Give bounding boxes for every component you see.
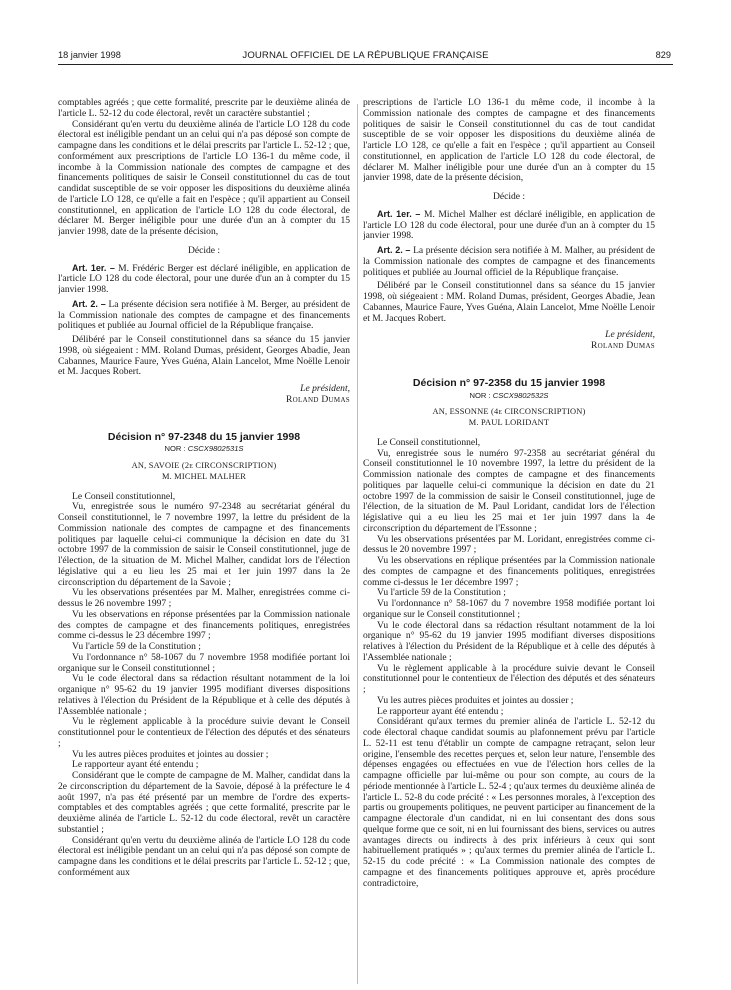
deliberation-paragraph: Délibéré par le Conseil constitutionnel dans sa séance du 15 janvier 1998, où siégeaient : MM. Roland Dumas, président, Georges Abadie, Jean Cabannes, Maurice Faure, Yves Guéna, Alain Lancelot, Mme Noëlle Lenoir et M. Jacques Robert.: [363, 280, 655, 324]
nor-reference: NOR : CSCX9802531S: [164, 444, 244, 454]
right-column: [363, 98, 655, 988]
candidate-name: M. MICHEL MALHER: [161, 471, 247, 481]
paragraph: Considérant que le compte de campagne de M. Malher, candidat dans la 2e circonscription du département de la Savoie, déposé à la préfecture le 4 août 1997, n'a pas été présenté par un membre de l'ordre des experts-comptables et des comptables agréés ; que cette formalité, prescrite par le deuxième alinéa de l'article L. 52-12 du code électoral, revêt un caractère substantiel ;: [58, 770, 350, 835]
header-date: 18 janvier 1998: [58, 50, 121, 60]
decide-heading: Décide :: [187, 244, 221, 256]
paragraph: Le rapporteur ayant été entendu ;: [377, 705, 504, 717]
paragraph: Vu les observations en réponse présentées par la Commission nationale des comptes de campagne et des financements politiques, enregistrées comme ci-dessus le 23 décembre 1997 ;: [58, 608, 350, 642]
continued-paragraph: comptables agréés ; que cette formalité, prescrite par le deuxième alinéa de l'article L. 52-12 du code électoral, revêt un caractère substantiel ;: [58, 98, 350, 119]
article-text: La présente décision sera notifiée à M. Berger, au président de la Commission nationale des comptes de campagne et des financements politiques et publiée au Journal officiel de la République française.: [58, 298, 350, 332]
decide-heading: Décide :: [492, 191, 526, 202]
nor-code: CSCX9802531S: [187, 444, 244, 454]
article-1: [58, 263, 350, 296]
article-2: [58, 299, 350, 332]
signature-title: Le président,: [300, 383, 350, 394]
deliberation-paragraph: Délibéré par le Conseil constitutionnel dans sa séance du 15 janvier 1998, où siégeaient : MM. Roland Dumas, président, Georges Abadie, Jean Cabannes, Maurice Faure, Yves Guéna, Alain Lancelot, Mme Noëlle Lenoir et M. Jacques Robert.: [58, 334, 350, 378]
paragraph: Considérant qu'aux termes du premier alinéa de l'article L. 52-12 du code électoral chaque candidat soumis au plafonnement prévu par l'article L. 52-11 est tenu d'établir un compte de campagne retraçant, selon leur origine, l'ensemble des recettes perçues et, selon leur nature, l'ensemble des dépenses engagées ou effectuées en vue de l'élection hors celles de la campagne officielle par lui-même ou pour son compte, au cours de la période mentionnée à l'article L. 52-4 ; qu'aux termes du deuxième alinéa de l'article L. 52-8 du code précité : « Les personnes morales, à l'exception des partis ou groupements politiques, ne peuvent participer au financement de la campagne électorale d'un candidat, ni en lui consentant des dons sous quelque forme que ce soit, ni en lui fournissant des biens, services ou autres avantages directs ou indirects à des prix inférieurs à ceux qui sont habituellement pratiqués » ; qu'aux termes du premier alinéa de l'article L. 52-15 du code précité : « La Commission nationale des comptes de campagne et des financements politiques approuve et, après procédure contradictoire,: [363, 716, 655, 889]
paragraph: Considérant qu'en vertu du deuxième alinéa de l'article LO 128 du code électoral est inéligible pendant un an celui qui n'a pas déposé son compte de campagne dans les conditions et le délai prescrits par l'article L. 52-12 ; que, conformément aux: [58, 834, 350, 878]
article-text: La présente décision sera notifiée à M. Malher, au président de la Commission nationale des comptes de campagne et des financements politiques et publiée au Journal officiel de la République française.: [363, 245, 655, 278]
paragraph: Considérant qu'en vertu du deuxième alinéa de l'article LO 128 du code électoral est inéligible pendant un an celui qui n'a pas déposé son compte de campagne dans les conditions et le délai prescrits par l'article L. 52-12 ; que, conformément aux prescriptions de l'article LO 136-1 du même code, il incombe à la Commission nationale des comptes de campagne et des financements politiques de saisir le Conseil constitutionnel du cas de tout candidat susceptible de se voir opposer les dispositions du deuxième alinéa de l'article LO 128, ce qu'elle a fait en l'espèce ; qu'il appartient au Conseil constitutionnel, en application de l'article LO 128 du code électoral, de déclarer M. Berger inéligible pour une durée d'un an à compter du 15 janvier 1998, date de la présente décision,: [58, 118, 350, 237]
article-label: Art. 1er. –: [377, 208, 421, 219]
page-number: 829: [655, 50, 671, 60]
signature-name: Roland Dumas: [591, 340, 655, 351]
paragraph: Le rapporteur ayant été entendu ;: [72, 759, 199, 771]
paragraph: Vu les observations en réplique présentées par la Commission nationale des comptes de campagne et des financements politiques, enregistrées comme ci-dessus le 1er décembre 1997 ;: [363, 555, 655, 588]
paragraph: Vu le code électoral dans sa rédaction résultant notamment de la loi organique n° 95-62 du 19 janvier 1995 modifiant diverses dispositions relatives à l'élection du Président de la République et à celle des députés à l'Assemblée nationale ;: [58, 673, 350, 717]
paragraph: Vu l'article 59 de la Constitution ;: [377, 587, 506, 599]
signature-name: Roland Dumas: [286, 393, 350, 405]
article-label: Art. 2. –: [377, 245, 411, 255]
paragraph: Vu les autres pièces produites et jointes au dossier ;: [72, 748, 269, 760]
page-header: [58, 50, 673, 64]
circonscription: AN, ESSONNE (4e CIRCONSCRIPTION): [432, 407, 586, 417]
article-text: M. Frédéric Berger est déclaré inéligible, en application de l'article LO 128 du code électoral, pour une durée d'un an à compter du 15 janvier 1998.: [58, 262, 350, 295]
paragraph: Le Conseil constitutionnel,: [72, 490, 176, 502]
paragraph: Vu le règlement applicable à la procédure suivie devant le Conseil constitutionnel pour le contentieux de l'élection des députés et des sénateurs ;: [58, 716, 350, 749]
paragraph: Vu les observations présentées par M. Loridant, enregistrées comme ci-dessus le 20 novembre 1997 ;: [363, 533, 655, 556]
left-column: [58, 98, 350, 988]
paragraph: Vu l'article 59 de la Constitution ;: [72, 641, 201, 652]
paragraph: Vu l'ordonnance n° 58-1067 du 7 novembre 1958 modifiée portant loi organique sur le Conseil constitutionnel ;: [58, 651, 350, 674]
nor-reference: NOR : CSCX9802532S: [469, 390, 549, 400]
column-divider: [357, 104, 358, 984]
nor-code: CSCX9802532S: [492, 390, 549, 400]
paragraph: Vu le règlement applicable à la procédure suivie devant le Conseil constitutionnel pour le contentieux de l'élection des députés et des sénateurs ;: [363, 662, 655, 695]
article-1: [363, 209, 655, 242]
decision-title: Décision n° 97-2358 du 15 janvier 1998: [412, 376, 606, 389]
paragraph: Le Conseil constitutionnel,: [377, 436, 481, 448]
paragraph: Vu les autres pièces produites et jointes au dossier ;: [377, 694, 574, 706]
signature-title: Le président,: [605, 329, 655, 341]
header-rule: [58, 64, 673, 65]
article-text: M. Michel Malher est déclaré inéligible, en application de l'article LO 128 du code électoral, pour une durée d'un an à compter du 15 janvier 1998.: [363, 208, 655, 242]
candidate-name: M. PAUL LORIDANT: [468, 418, 550, 427]
decision-title: Décision n° 97-2348 du 15 janvier 1998: [107, 430, 301, 443]
paragraph: Vu les observations présentées par M. Malher, enregistrées comme ci-dessus le 26 novembre 1997 ;: [58, 587, 350, 609]
paragraph: Vu, enregistrée sous le numéro 97-2348 au secrétariat général du Conseil constitutionnel, le 7 novembre 1997, la lettre du président de la Commission nationale des comptes de campagne et des financements politiques par laquelle celui-ci communique la décision en date du 31 octobre 1997 de la commission de saisir le Conseil constitutionnel, juge de l'élection, de la situation de M. Michel Malher, candidat lors de l'élection législative qui a eu lieu les 25 mai et 1er juin 1997 dans la 2e circonscription du département de la Savoie ;: [58, 501, 350, 588]
circonscription: AN, SAVOIE (2e CIRCONSCRIPTION): [131, 461, 277, 470]
paragraph: Vu le code électoral dans sa rédaction résultant notamment de la loi organique n° 95-62 du 19 janvier 1995 modifiant diverses dispositions relatives à l'élection du Président de la République et à celle des députés à l'Assemblée nationale ;: [363, 619, 655, 663]
journal-title: JOURNAL OFFICIEL DE LA RÉPUBLIQUE FRANÇAISE: [242, 50, 489, 61]
continued-paragraph: prescriptions de l'article LO 136-1 du même code, il incombe à la Commission nationale des comptes de campagne et des financements politiques de saisir le Conseil constitutionnel du cas de tout candidat susceptible de se voir opposer les dispositions du deuxième alinéa de l'article LO 128, ce qu'elle a fait en l'espèce ; qu'il appartient au Conseil constitutionnel, en application de l'article LO 128 du code électoral, de déclarer M. Malher inéligible pour une durée d'un an à compter du 15 janvier 1998, date de la présente décision,: [363, 98, 655, 184]
article-label: Art. 2. –: [72, 298, 106, 309]
article-2: [363, 245, 655, 278]
paragraph: Vu l'ordonnance n° 58-1067 du 7 novembre 1958 modifiée portant loi organique sur le Conseil constitutionnel ;: [363, 598, 655, 620]
paragraph: Vu, enregistrée sous le numéro 97-2358 au secrétariat général du Conseil constitutionnel le 10 novembre 1997, la lettre du président de la Commission nationale des comptes de campagne et des financements politiques par laquelle celui-ci communique la décision en date du 21 octobre 1997 de la commission de saisir le Conseil constitutionnel, juge de l'élection, de la situation de M. Paul Loridant, candidat lors de l'élection législative qui a eu lieu les 25 mai et 1er juin 1997 dans la 4e circonscription du département de l'Essonne ;: [363, 447, 655, 534]
article-label: Art. 1er. –: [72, 262, 115, 273]
